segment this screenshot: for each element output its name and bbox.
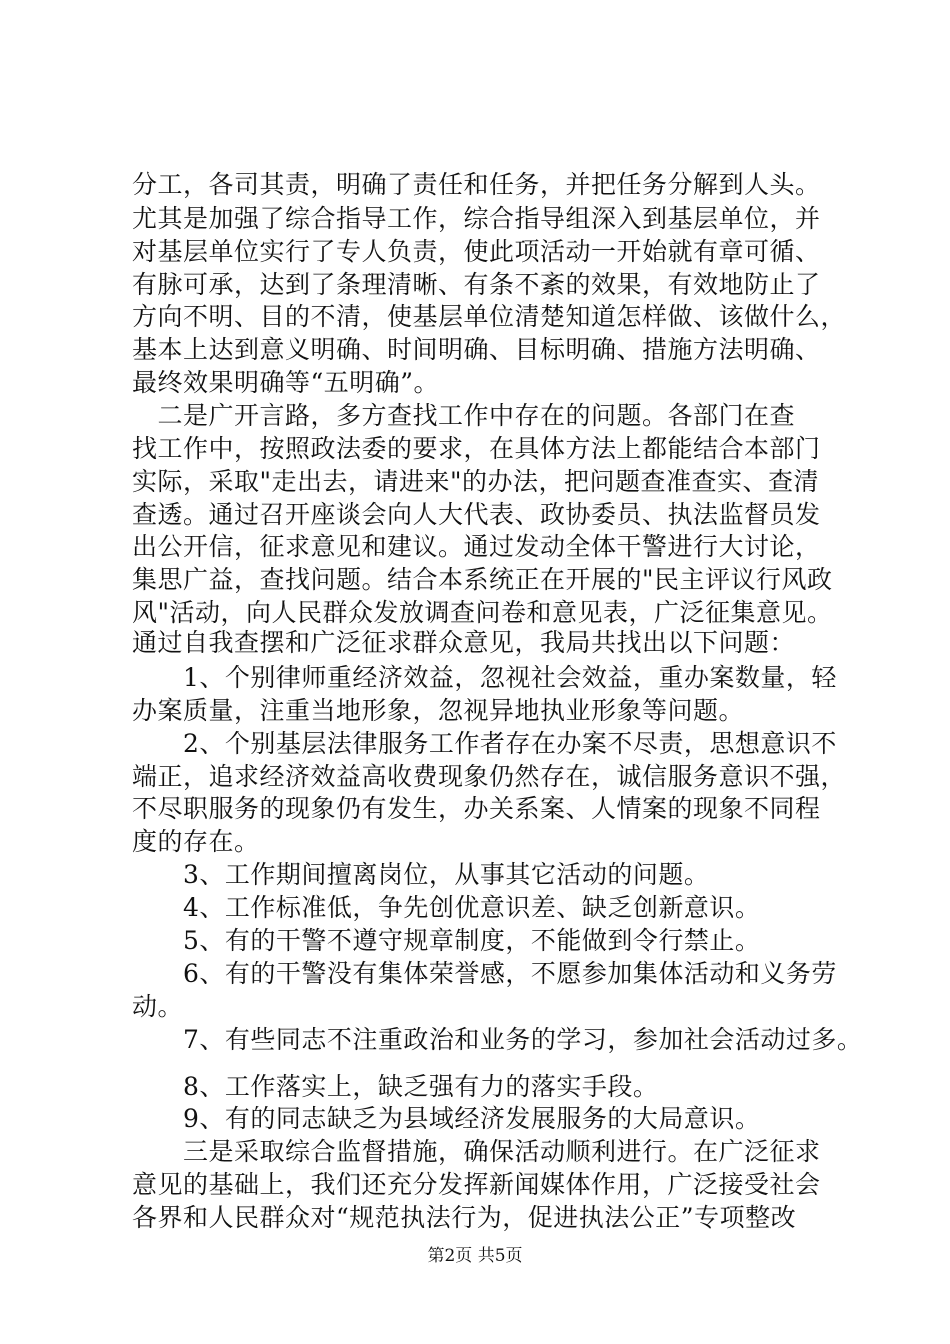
text-line: 三是采取综合监督措施，确保活动顺利进行。在广泛征求 bbox=[132, 1137, 821, 1167]
text-line: 出公开信，征求意见和建议。通过发动全体干警进行大讨论， bbox=[132, 532, 821, 562]
text-line: 实际，采取"走出去，请进来"的办法，把问题查准查实、查清 bbox=[132, 466, 820, 496]
text-line: 二是广开言路，多方查找工作中存在的问题。各部门在查 bbox=[132, 401, 796, 431]
text-line: 7、有些同志不注重政治和业务的学习，参加社会活动过多。 bbox=[132, 1024, 863, 1054]
text-line: 各界和人民群众对“规范执法行为，促进执法公正”专项整改 bbox=[132, 1203, 797, 1232]
text-line: 方向不明、目的不清，使基层单位清楚知道怎样做、该做什么， bbox=[132, 302, 847, 332]
text-line: 5、有的干警不遵守规章制度，不能做到令行禁止。 bbox=[132, 925, 761, 955]
text-line: 尤其是加强了综合指导工作，综合指导组深入到基层单位，并 bbox=[132, 203, 821, 233]
text-line: 4、工作标准低，争先创优意识差、缺乏创新意识。 bbox=[132, 893, 761, 923]
text-line: 通过自我查摆和广泛征求群众意见，我局共找出以下问题： bbox=[132, 628, 796, 658]
text-line: 办案质量，注重当地形象，忽视异地执业形象等问题。 bbox=[132, 695, 745, 725]
text-line: 找工作中，按照政法委的要求，在具体方法上都能结合本部门 bbox=[132, 433, 821, 463]
page-number-footer: 第2页 共5页 bbox=[427, 1246, 523, 1266]
text-line: 3、工作期间擅离岗位，从事其它活动的问题。 bbox=[132, 860, 710, 890]
text-line: 集思广益，查找问题。结合本系统正在开展的"民主评议行风政 bbox=[132, 565, 833, 595]
text-line: 动。 bbox=[132, 991, 184, 1021]
text-line: 最终效果明确等“五明确”。 bbox=[132, 368, 440, 398]
text-line: 1、个别律师重经济效益，忽视社会效益，重办案数量，轻 bbox=[132, 663, 837, 693]
text-line: 分工，各司其责，明确了责任和任务，并把任务分解到人头。 bbox=[132, 170, 821, 199]
text-line: 风"活动，向人民群众发放调查问卷和意见表，广泛征集意见。 bbox=[132, 598, 833, 628]
text-line: 8、工作落实上，缺乏强有力的落实手段。 bbox=[132, 1071, 659, 1101]
text-line: 基本上达到意义明确、时间明确、目标明确、措施方法明确、 bbox=[132, 335, 821, 365]
text-line: 6、有的干警没有集体荣誉感，不愿参加集体活动和义务劳 bbox=[132, 958, 837, 988]
text-line: 对基层单位实行了专人负责，使此项活动一开始就有章可循、 bbox=[132, 236, 821, 266]
text-line: 9、有的同志缺乏为县域经济发展服务的大局意识。 bbox=[132, 1104, 761, 1134]
text-line: 2、个别基层法律服务工作者存在办案不尽责，思想意识不 bbox=[132, 728, 837, 758]
text-line: 端正，追求经济效益高收费现象仍然存在，诚信服务意识不强， bbox=[132, 761, 847, 791]
text-line: 意见的基础上，我们还充分发挥新闻媒体作用，广泛接受社会 bbox=[132, 1170, 821, 1200]
text-line: 不尽职服务的现象仍有发生，办关系案、人情案的现象不同程 bbox=[132, 794, 821, 824]
text-line: 有脉可承，达到了条理清晰、有条不紊的效果，有效地防止了 bbox=[132, 269, 821, 299]
text-line: 度的存在。 bbox=[132, 827, 260, 857]
text-line: 查透。通过召开座谈会向人大代表、政协委员、执法监督员发 bbox=[132, 499, 821, 529]
